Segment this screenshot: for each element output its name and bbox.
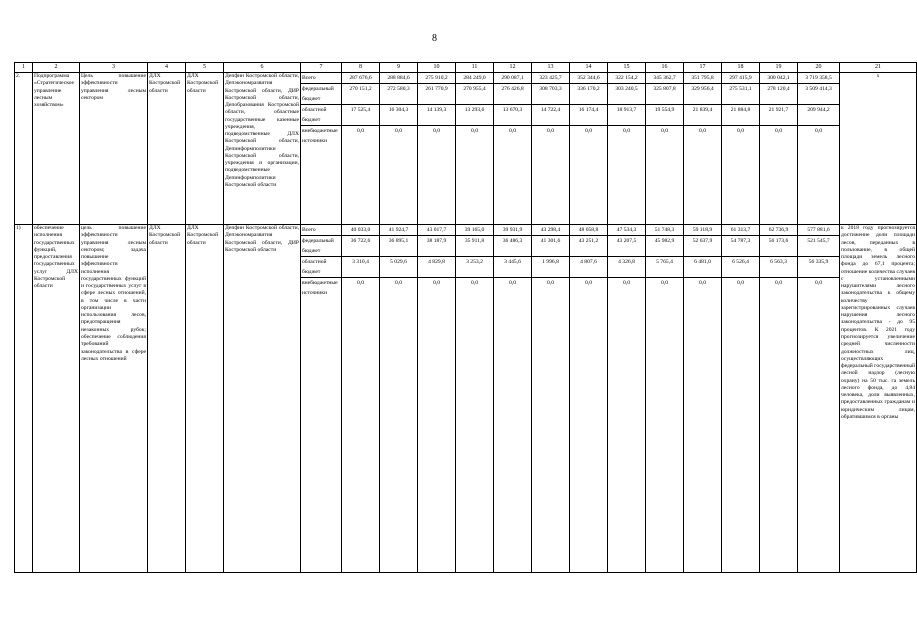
amount-cell bbox=[570, 73, 608, 225]
amount-regional: 21 884,8 bbox=[722, 104, 759, 125]
amount-regional: 14 722,4 bbox=[532, 104, 569, 125]
amount-federal: 3 509 414,3 bbox=[798, 83, 839, 104]
amount-total: 61 313,7 bbox=[730, 227, 751, 233]
amount-total: 275 910,2 bbox=[425, 75, 448, 81]
column-number-14: 14 bbox=[570, 63, 608, 73]
amount-cell bbox=[646, 73, 684, 225]
amount-federal: 36 722,6 bbox=[342, 235, 379, 256]
measure-goal: Цель повышение эффективности управления лесным сектором bbox=[80, 73, 148, 225]
amount-other: 0,0 bbox=[494, 277, 531, 308]
amount-cell bbox=[570, 225, 608, 573]
amount-other: 0,0 bbox=[418, 277, 455, 308]
amount-other: 0,0 bbox=[608, 277, 645, 308]
amount-federal: 261 770,9 bbox=[418, 83, 455, 104]
amount-other: 0,0 bbox=[798, 125, 839, 156]
funding-source-regional: областной бюджет bbox=[301, 104, 341, 125]
amount-cell bbox=[798, 73, 840, 225]
amount-total: 284 249,0 bbox=[463, 75, 486, 81]
amount-federal: 35 911,8 bbox=[456, 235, 493, 256]
amount-regional: 56 335,9 bbox=[798, 256, 839, 277]
amount-total: 345 362,7 bbox=[653, 75, 676, 81]
amount-federal: 336 170,2 bbox=[570, 83, 607, 104]
amount-regional: 4 829,8 bbox=[418, 256, 455, 277]
column-number-9: 9 bbox=[380, 63, 418, 73]
amount-federal: 52 637,9 bbox=[684, 235, 721, 256]
amount-regional: 1 996,8 bbox=[532, 256, 569, 277]
amount-cell bbox=[646, 225, 684, 573]
amount-federal: 308 703,3 bbox=[532, 83, 569, 104]
amount-other: 0,0 bbox=[456, 125, 493, 156]
participants: Депфин Костромской области, Депэкономразвития Костромской области, ДИР Костромской области, Депобразования Костромской области, областные государственные казенные учреждения, подведомственные ДЛХ Костромской области, Депинформполитики Костромской области, учреждения и организации, подведомственные Депинформполитики Костромской области bbox=[224, 73, 301, 225]
funding-source-regional: областной бюджет bbox=[301, 256, 341, 277]
amount-federal: 272 580,3 bbox=[380, 83, 417, 104]
amount-total: 39 165,0 bbox=[464, 227, 485, 233]
amount-cell bbox=[494, 225, 532, 573]
column-number-7: 7 bbox=[301, 63, 342, 73]
amount-cell bbox=[684, 73, 722, 225]
funding-source-federal: федеральный бюджет bbox=[301, 235, 341, 256]
column-number-1: 1 bbox=[15, 63, 33, 73]
amount-cell bbox=[342, 73, 380, 225]
coordinator: ДЛХ Костромской области bbox=[148, 73, 186, 225]
amount-cell bbox=[608, 73, 646, 225]
amount-regional: 17 525,4 bbox=[342, 104, 379, 125]
funding-source-total: Всего bbox=[302, 75, 316, 81]
amount-total: 352 344,6 bbox=[577, 75, 600, 81]
amount-federal: 38 187,9 bbox=[418, 235, 455, 256]
amount-regional: 13 670,3 bbox=[494, 104, 531, 125]
amount-total: 297 415,9 bbox=[729, 75, 752, 81]
amount-federal: 329 956,4 bbox=[684, 83, 721, 104]
amount-regional: 6 481,0 bbox=[684, 256, 721, 277]
amount-other: 0,0 bbox=[380, 125, 417, 156]
amount-regional: 18 913,7 bbox=[608, 104, 645, 125]
amount-regional: 5 765,4 bbox=[646, 256, 683, 277]
amount-federal: 36 895,1 bbox=[380, 235, 417, 256]
executor: ДЛХ Костромской области bbox=[186, 225, 224, 573]
amount-cell bbox=[608, 225, 646, 573]
amount-total: 51 748,3 bbox=[654, 227, 675, 233]
amount-cell bbox=[418, 225, 456, 573]
amount-regional: 3 310,4 bbox=[342, 256, 379, 277]
amount-total: 59 118,9 bbox=[692, 227, 713, 233]
amount-other: 0,0 bbox=[570, 125, 607, 156]
amount-total: 287 676,6 bbox=[349, 75, 372, 81]
amount-federal: 41 301,6 bbox=[532, 235, 569, 256]
amount-total: 47 534,3 bbox=[616, 227, 637, 233]
column-number-13: 13 bbox=[532, 63, 570, 73]
funding-sources bbox=[301, 225, 342, 573]
amount-regional: 21 839,4 bbox=[684, 104, 721, 125]
amount-other: 0,0 bbox=[760, 125, 797, 156]
amount-regional: 16 304,3 bbox=[380, 104, 417, 125]
column-number-19: 19 bbox=[760, 63, 798, 73]
amount-other: 0,0 bbox=[722, 277, 759, 308]
amount-other: 0,0 bbox=[380, 277, 417, 308]
amount-total: 323 425,7 bbox=[539, 75, 562, 81]
amount-other: 0,0 bbox=[342, 125, 379, 156]
amount-other: 0,0 bbox=[494, 125, 531, 156]
amount-regional: 3 253,2 bbox=[456, 256, 493, 277]
row-number: 1) bbox=[15, 225, 33, 573]
amount-federal: 276 426,8 bbox=[494, 83, 531, 104]
amount-other: 0,0 bbox=[418, 125, 455, 156]
amount-other: 0,0 bbox=[532, 125, 569, 156]
amount-cell bbox=[418, 73, 456, 225]
amount-other: 0,0 bbox=[684, 277, 721, 308]
budget-table bbox=[14, 62, 917, 573]
amount-regional: 209 944,2 bbox=[798, 104, 839, 125]
amount-total: 39 931,9 bbox=[502, 227, 523, 233]
amount-regional: 6 563,3 bbox=[760, 256, 797, 277]
amount-cell bbox=[380, 225, 418, 573]
amount-other: 0,0 bbox=[760, 277, 797, 308]
amount-federal: 521 545,7 bbox=[798, 235, 839, 256]
amount-federal: 275 531,1 bbox=[722, 83, 759, 104]
amount-other: 0,0 bbox=[570, 277, 607, 308]
amount-total: 43 017,7 bbox=[426, 227, 447, 233]
amount-cell bbox=[722, 225, 760, 573]
amount-federal: 36 486,3 bbox=[494, 235, 531, 256]
amount-federal: 45 982,9 bbox=[646, 235, 683, 256]
amount-regional: 13 293,6 bbox=[456, 104, 493, 125]
column-number-10: 10 bbox=[418, 63, 456, 73]
column-number-21: 21 bbox=[840, 63, 917, 73]
amount-cell bbox=[380, 73, 418, 225]
measure-name: Подпрограмма «Стратегическое управление лесным хозяйством» bbox=[33, 73, 80, 225]
amount-regional: 3 445,6 bbox=[494, 256, 531, 277]
amount-cell bbox=[684, 225, 722, 573]
participants: Депфин Костромской области, Депэкономразвития Костромской области, ДИР Костромской области bbox=[224, 225, 301, 573]
amount-total: 300 042,1 bbox=[767, 75, 790, 81]
amount-cell bbox=[760, 73, 798, 225]
funding-source-federal: федеральный бюджет bbox=[301, 83, 341, 104]
column-number-16: 16 bbox=[646, 63, 684, 73]
amount-cell bbox=[532, 225, 570, 573]
column-number-2: 2 bbox=[33, 63, 80, 73]
amount-federal: 270 151,2 bbox=[342, 83, 379, 104]
amount-total: 48 058,8 bbox=[578, 227, 599, 233]
funding-source-total: Всего bbox=[302, 227, 316, 233]
executor: ДЛХ Костромской области bbox=[186, 73, 224, 225]
measure-goal: цель повышение эффективности управления лесным сектором; задача повышение эффективности исполнения государственных функций и государственных услуг в сфере лесных отношений, в том числе в части организации использования лесов, предотвращения незаконных рубок; обеспечение соблюдения требований законодательства в сфере лесных отношений bbox=[80, 225, 148, 573]
amount-total: 322 154,2 bbox=[615, 75, 638, 81]
amount-total: 43 298,4 bbox=[540, 227, 561, 233]
measure-name: обеспечение исполнения государственных функций, предоставления государственных услуг ДЛХ Костромской области bbox=[33, 225, 80, 573]
column-number-17: 17 bbox=[684, 63, 722, 73]
amount-total: 577 881,6 bbox=[807, 227, 830, 233]
amount-total: 62 736,9 bbox=[768, 227, 789, 233]
amount-federal: 54 787,3 bbox=[722, 235, 759, 256]
amount-federal: 303 240,5 bbox=[608, 83, 645, 104]
amount-federal: 278 120,4 bbox=[760, 83, 797, 104]
amount-regional: 14 139,3 bbox=[418, 104, 455, 125]
amount-total: 3 719 358,5 bbox=[805, 75, 832, 81]
amount-other: 0,0 bbox=[646, 277, 683, 308]
column-number-12: 12 bbox=[494, 63, 532, 73]
amount-federal: 56 173,6 bbox=[760, 235, 797, 256]
funding-sources bbox=[301, 73, 342, 225]
amount-total: 40 033,0 bbox=[350, 227, 371, 233]
amount-regional: 21 921,7 bbox=[760, 104, 797, 125]
amount-regional: 4 326,8 bbox=[608, 256, 645, 277]
amount-total: 351 795,8 bbox=[691, 75, 714, 81]
amount-cell bbox=[760, 225, 798, 573]
column-number-11: 11 bbox=[456, 63, 494, 73]
amount-total: 41 924,7 bbox=[388, 227, 409, 233]
amount-other: 0,0 bbox=[342, 277, 379, 308]
page-number: 8 bbox=[432, 33, 437, 44]
amount-other: 0,0 bbox=[456, 277, 493, 308]
amount-total: 290 087,1 bbox=[501, 75, 524, 81]
column-number-4: 4 bbox=[148, 63, 186, 73]
column-number-row bbox=[15, 63, 917, 73]
amount-cell bbox=[798, 225, 840, 573]
coordinator: ДЛХ Костромской области bbox=[148, 225, 186, 573]
amount-regional: 19 554,9 bbox=[646, 104, 683, 125]
column-number-6: 6 bbox=[224, 63, 301, 73]
funding-source-other: внебюджетные источники bbox=[301, 125, 341, 156]
column-number-3: 3 bbox=[80, 63, 148, 73]
amount-federal: 270 955,4 bbox=[456, 83, 493, 104]
amount-other: 0,0 bbox=[608, 125, 645, 156]
amount-cell bbox=[456, 73, 494, 225]
amount-federal: 43 207,5 bbox=[608, 235, 645, 256]
funding-source-other: внебюджетные источники bbox=[301, 277, 341, 308]
amount-other: 0,0 bbox=[532, 277, 569, 308]
column-number-8: 8 bbox=[342, 63, 380, 73]
amount-regional: 6 526,4 bbox=[722, 256, 759, 277]
table-row bbox=[15, 225, 917, 573]
amount-cell bbox=[532, 73, 570, 225]
expected-result: к 2018 году прогнозируется достижение доли площади лесов, переданных в пользование, в общей площади земель лесного фонда до 67,1 процента; отношение количества случаев с установленными нарушителями лесного законодательства к общему количеству зарегистрированных случаев нарушения лесного законодательства - до 95 процентов. К 2021 году прогнозируется увеличение средней численности должностных лиц, осуществляющих федеральный государственный лесной надзор (лесную охрану) на 50 тыс. га земель лесного фонда, до 4,84 человека, доли выявленных, предоставленных гражданам и юридическим лицам, обратившимся в органы bbox=[840, 225, 917, 573]
amount-other: 0,0 bbox=[798, 277, 839, 308]
amount-federal: 325 807,8 bbox=[646, 83, 683, 104]
amount-regional: 16 174,4 bbox=[570, 104, 607, 125]
column-number-20: 20 bbox=[798, 63, 840, 73]
amount-regional: 4 807,6 bbox=[570, 256, 607, 277]
column-number-15: 15 bbox=[608, 63, 646, 73]
amount-cell bbox=[722, 73, 760, 225]
amount-other: 0,0 bbox=[722, 125, 759, 156]
amount-cell bbox=[494, 73, 532, 225]
column-number-5: 5 bbox=[186, 63, 224, 73]
amount-other: 0,0 bbox=[684, 125, 721, 156]
amount-federal: 43 251,2 bbox=[570, 235, 607, 256]
expected-result: х bbox=[840, 73, 917, 225]
row-number: 2. bbox=[15, 73, 33, 225]
table-row bbox=[15, 73, 917, 225]
amount-other: 0,0 bbox=[646, 125, 683, 156]
amount-cell bbox=[342, 225, 380, 573]
amount-cell bbox=[456, 225, 494, 573]
amount-total: 288 884,6 bbox=[387, 75, 410, 81]
amount-regional: 5 029,6 bbox=[380, 256, 417, 277]
column-number-18: 18 bbox=[722, 63, 760, 73]
